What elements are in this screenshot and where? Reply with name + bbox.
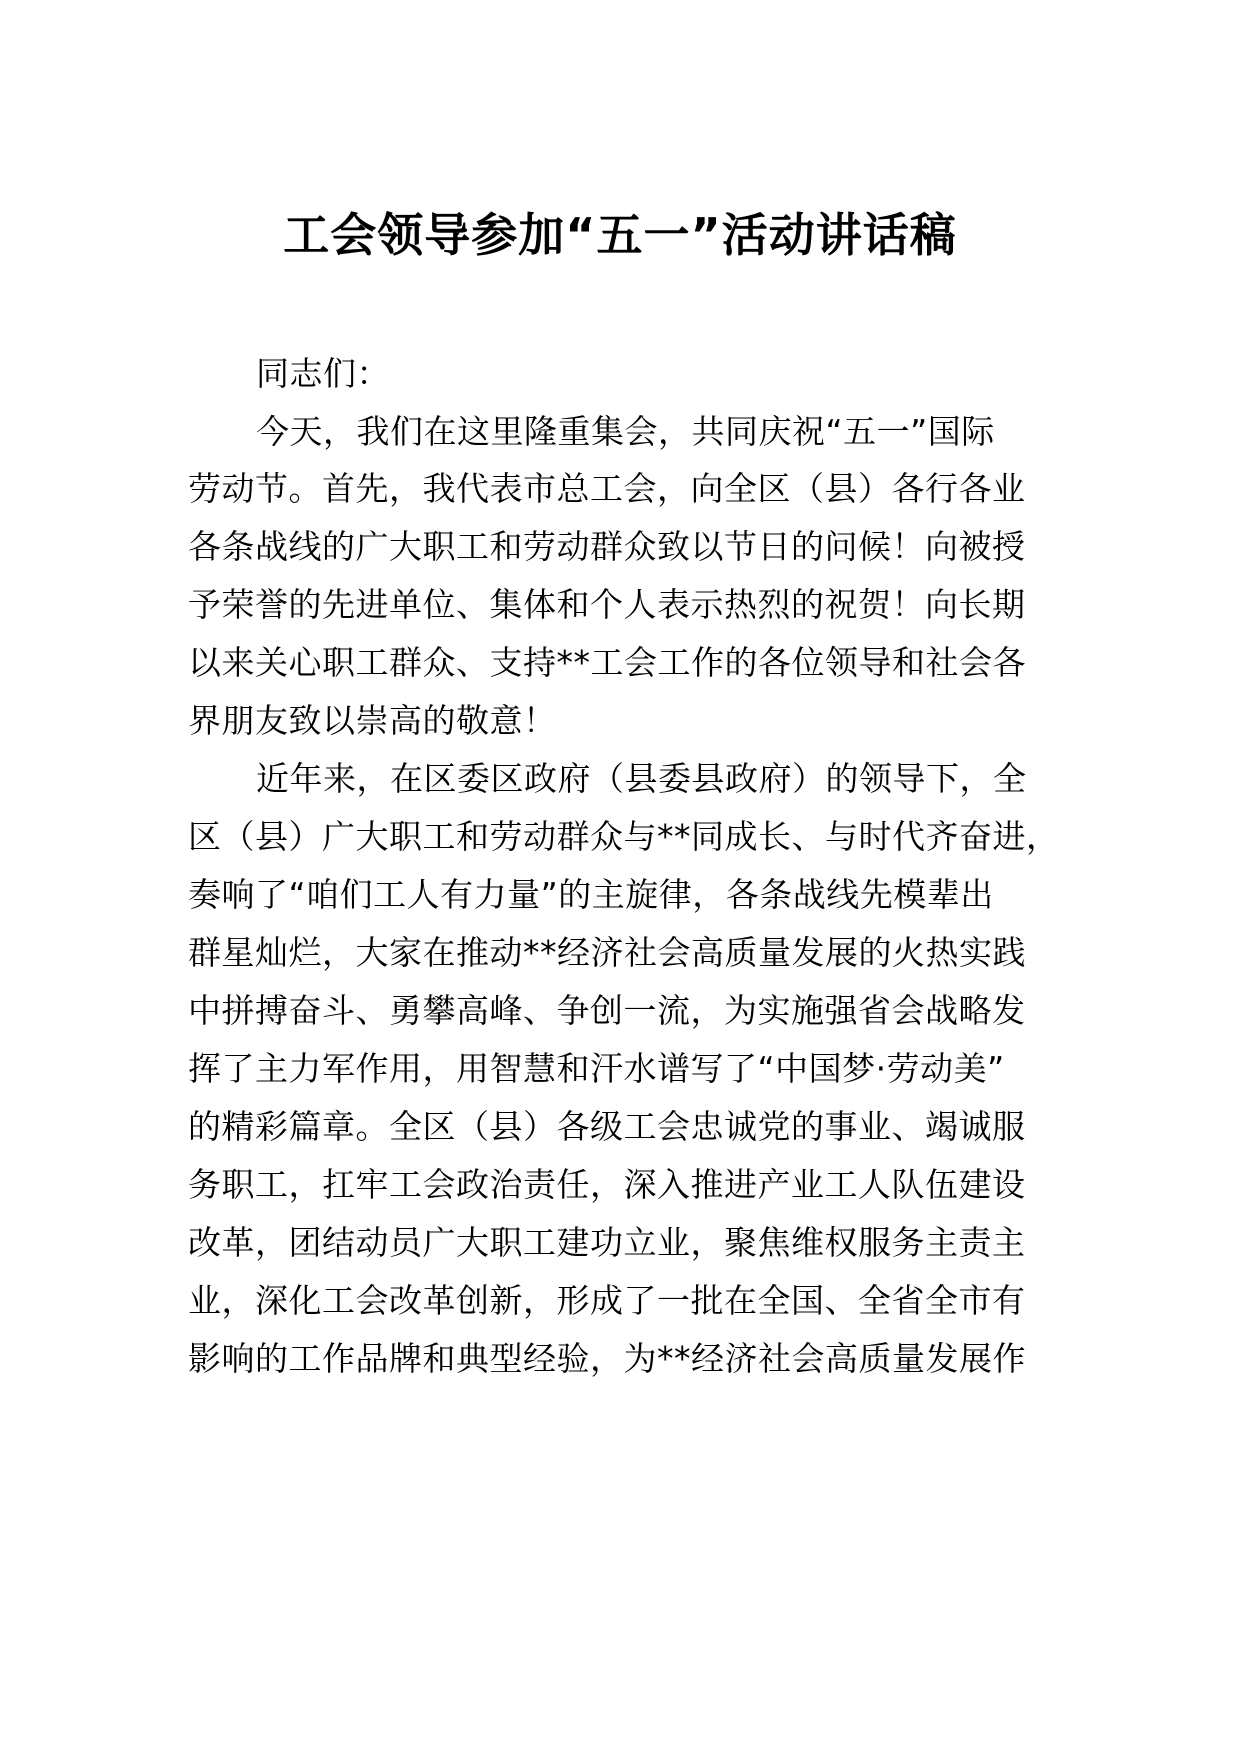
paragraph-line: 近年来，在区委区政府（县委县政府）的领导下，全 bbox=[256, 759, 1027, 798]
paragraph-line: 各条战线的广大职工和劳动群众致以节日的问候！向被授 bbox=[188, 527, 1026, 566]
paragraph-line: 区（县）广大职工和劳动群众与**同成长、与时代齐奋进， bbox=[188, 817, 1060, 856]
paragraph-line: 群星灿烂，大家在推动**经济社会高质量发展的火热实践 bbox=[188, 933, 1026, 972]
paragraph-line: 改革，团结动员广大职工建功立业，聚焦维权服务主责主 bbox=[188, 1223, 1026, 1262]
paragraph-line: 务职工，扛牢工会政治责任，深入推进产业工人队伍建设 bbox=[188, 1165, 1026, 1204]
document-title: 工会领导参加“五一”活动讲话稿 bbox=[283, 208, 957, 262]
paragraph-line: 今天，我们在这里隆重集会，共同庆祝“五一”国际 bbox=[256, 412, 995, 451]
paragraph-line: 予荣誉的先进单位、集体和个人表示热烈的祝贺！向长期 bbox=[188, 585, 1026, 624]
paragraph-line: 挥了主力军作用，用智慧和汗水谱写了“中国梦·劳动美” bbox=[188, 1049, 1005, 1088]
paragraph-line: 奏响了“咱们工人有力量”的主旋律，各条战线先模辈出 bbox=[188, 875, 994, 914]
paragraph-line: 界朋友致以崇高的敬意！ bbox=[188, 701, 557, 740]
paragraph-line: 以来关心职工群众、支持**工会工作的各位领导和社会各 bbox=[188, 643, 1026, 682]
paragraph-line: 的精彩篇章。全区（县）各级工会忠诚党的事业、竭诚服 bbox=[188, 1107, 1026, 1146]
paragraph-line: 业，深化工会改革创新，形成了一批在全国、全省全市有 bbox=[188, 1281, 1026, 1320]
paragraph-line: 劳动节。首先，我代表市总工会，向全区（县）各行各业 bbox=[188, 469, 1026, 508]
paragraph-line: 中拼搏奋斗、勇攀高峰、争创一流，为实施强省会战略发 bbox=[188, 991, 1026, 1030]
salutation: 同志们： bbox=[256, 354, 390, 393]
paragraph-line: 影响的工作品牌和典型经验，为**经济社会高质量发展作 bbox=[188, 1339, 1026, 1378]
